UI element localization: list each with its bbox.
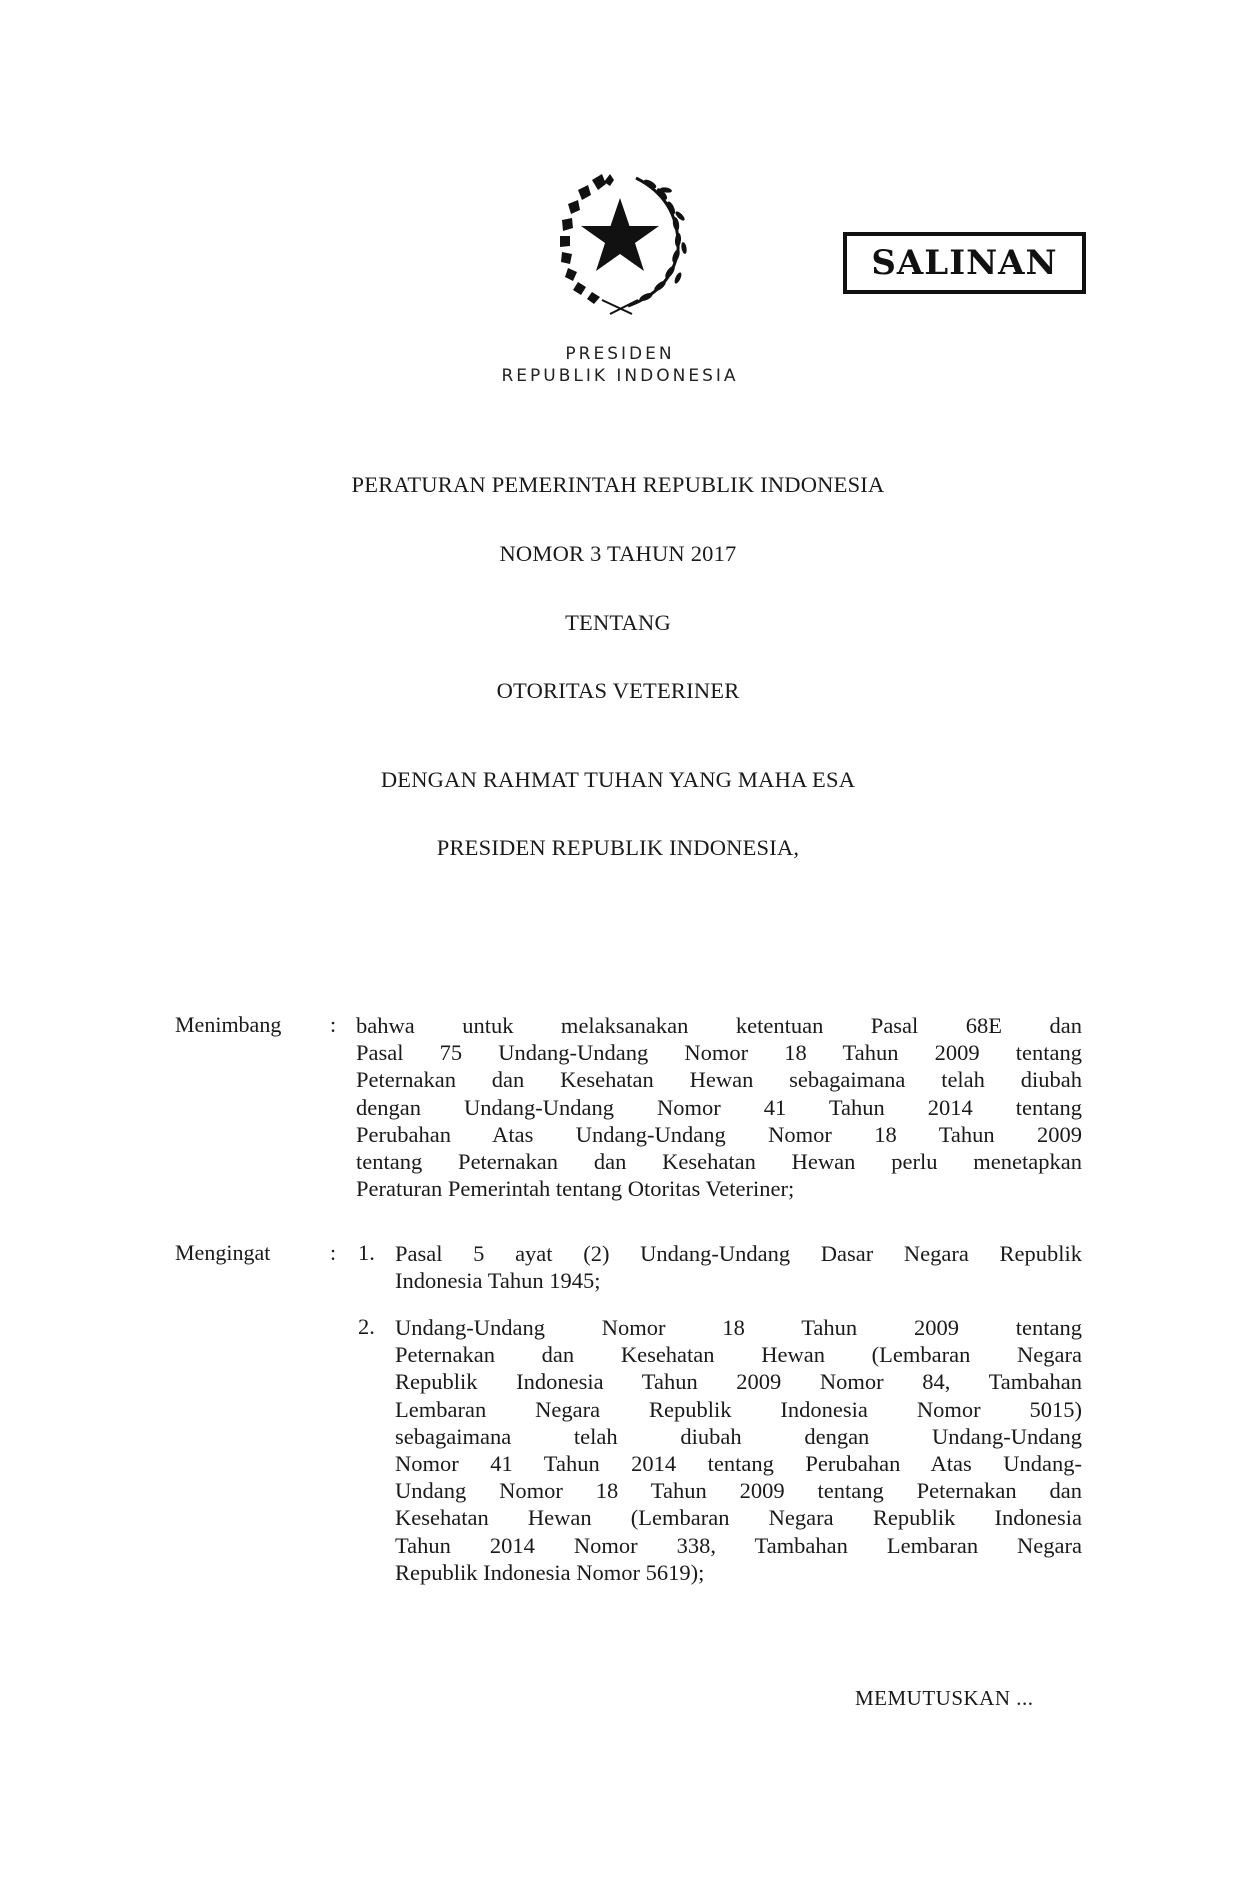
mengingat-line: Republik Indonesia Nomor 5619); <box>395 1559 705 1585</box>
mengingat-line: Republik Indonesia Tahun 2009 Nomor 84, Tambahan <box>395 1369 1082 1395</box>
menimbang-line: Perubahan Atas Undang-Undang Nomor 18 Tahun 2009 <box>356 1121 1082 1147</box>
mengingat-line: Undang Nomor 18 Tahun 2009 tentang Peternakan dan <box>395 1478 1082 1504</box>
menimbang-paragraph <box>356 1012 1082 1202</box>
presidential-emblem-icon <box>540 160 700 320</box>
menimbang-label: Menimbang <box>175 1012 282 1037</box>
mengingat-item-2 <box>395 1314 1082 1586</box>
mengingat-line: Peternakan dan Kesehatan Hewan (Lembaran Negara <box>395 1342 1082 1368</box>
mengingat-line: Lembaran Negara Republik Indonesia Nomor 5015) <box>395 1396 1082 1422</box>
menimbang-line: Peraturan Pemerintah tentang Otoritas Veteriner; <box>356 1176 795 1202</box>
institution-line-republik: REPUBLIK INDONESIA <box>501 366 739 386</box>
mengingat-item-number: 2. <box>358 1314 375 1339</box>
mengingat-line: Nomor 41 Tahun 2014 tentang Perubahan Atas Undang- <box>395 1451 1082 1477</box>
mengingat-colon: : <box>330 1240 337 1265</box>
menimbang-colon: : <box>330 1012 337 1037</box>
institution-line-presiden: PRESIDEN <box>565 344 675 364</box>
mengingat-line: Pasal 5 ayat (2) Undang-Undang Dasar Negara Republik <box>395 1241 1082 1266</box>
mengingat-line: Kesehatan Hewan (Lembaran Negara Republik Indonesia <box>395 1505 1082 1531</box>
continuation-marker: MEMUTUSKAN ... <box>855 1686 1034 1710</box>
preamble-invocation: DENGAN RAHMAT TUHAN YANG MAHA ESA <box>380 767 856 792</box>
regulation-tentang: TENTANG <box>565 610 671 635</box>
mengingat-line: sebagaimana telah diubah dengan Undang-Undang <box>395 1423 1082 1449</box>
menimbang-line: Peternakan dan Kesehatan Hewan sebagaimana telah diubah <box>356 1067 1082 1093</box>
regulation-number: NOMOR 3 TAHUN 2017 <box>499 541 737 566</box>
menimbang-line: tentang Peternakan dan Kesehatan Hewan perlu menetapkan <box>356 1149 1082 1175</box>
mengingat-item-1 <box>395 1240 1082 1294</box>
mengingat-line: Tahun 2014 Nomor 338, Tambahan Lembaran Negara <box>395 1532 1082 1558</box>
salinan-stamp <box>843 232 1086 294</box>
menimbang-line: Pasal 75 Undang-Undang Nomor 18 Tahun 2009 tentang <box>356 1040 1082 1066</box>
regulation-subject: OTORITAS VETERINER <box>496 678 740 703</box>
menimbang-line: bahwa untuk melaksanakan ketentuan Pasal 68E dan <box>356 1013 1082 1038</box>
mengingat-item-number: 1. <box>358 1240 375 1265</box>
regulation-type-title: PERATURAN PEMERINTAH REPUBLIK INDONESIA <box>351 472 885 497</box>
preamble-president: PRESIDEN REPUBLIK INDONESIA, <box>436 835 800 860</box>
menimbang-line: dengan Undang-Undang Nomor 41 Tahun 2014 tentang <box>356 1094 1082 1120</box>
salinan-label: SALINAN <box>871 243 1058 283</box>
mengingat-line: Undang-Undang Nomor 18 Tahun 2009 tentang <box>395 1315 1082 1340</box>
mengingat-line: Indonesia Tahun 1945; <box>395 1268 601 1294</box>
mengingat-label: Mengingat <box>175 1240 271 1265</box>
